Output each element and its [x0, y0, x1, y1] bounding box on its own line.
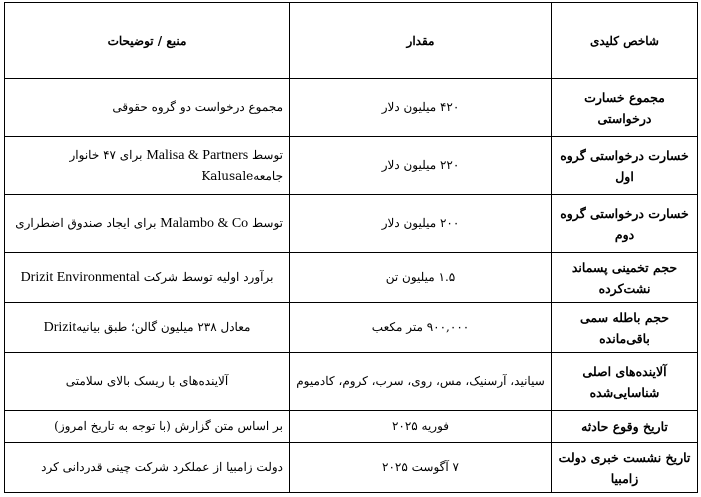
table-row	[5, 353, 698, 411]
table-row	[5, 137, 698, 195]
row-value: ۴۲۰ میلیون دلار	[290, 79, 552, 137]
row-key: خسارت درخواستی گروه دوم	[552, 195, 698, 253]
row-key: تاریخ نشست خبری دولت زامبیا	[552, 443, 698, 493]
table-header-row	[5, 3, 698, 79]
source-company: Drizit Environmental	[20, 270, 140, 285]
source-suffix: برای ۴۷ خانوار جامعهKalusale	[69, 147, 283, 183]
header-key: شاخص کلیدی	[552, 3, 698, 79]
row-key: تاریخ وقوع حادثه	[552, 411, 698, 443]
row-value: ۲۲۰ میلیون دلار	[290, 137, 552, 195]
source-prefix: برآورد اولیه توسط شرکت	[143, 270, 274, 284]
row-source: بر اساس متن گزارش (با توجه به تاریخ امروز)	[5, 411, 290, 443]
source-prefix: توسط	[252, 147, 283, 162]
row-key: حجم باطله سمی باقی‌مانده	[552, 303, 698, 353]
header-value: مقدار	[290, 3, 552, 79]
row-source: دولت زامبیا از عملکرد شرکت چینی قدردانی کرد	[5, 443, 290, 493]
row-value: سیانید، آرسنیک، مس، روی، سرب، کروم، کادمیوم	[290, 353, 552, 411]
row-source	[5, 303, 290, 353]
table-row	[5, 195, 698, 253]
row-value: فوریه ۲۰۲۵	[290, 411, 552, 443]
source-prefix: توسط	[252, 216, 283, 230]
row-source: مجموع درخواست دو گروه حقوقی	[5, 79, 290, 137]
kpi-table	[4, 2, 698, 493]
source-company: Malisa & Partners	[146, 147, 249, 163]
table-row	[5, 253, 698, 303]
header-source: منبع / توضیحات	[5, 3, 290, 79]
row-value: ۹۰۰,۰۰۰ متر مکعب	[290, 303, 552, 353]
row-key: حجم تخمینی پسماند نشت‌کرده	[552, 253, 698, 303]
row-key: مجموع خسارت درخواستی	[552, 79, 698, 137]
row-source	[5, 195, 290, 253]
table-row	[5, 303, 698, 353]
row-source	[5, 137, 290, 195]
row-source	[5, 253, 290, 303]
row-key: آلاینده‌های اصلی شناسایی‌شده	[552, 353, 698, 411]
table-row	[5, 443, 698, 493]
row-value: ۲۰۰ میلیون دلار	[290, 195, 552, 253]
source-suffix: برای ایجاد صندوق اضطراری	[15, 216, 157, 230]
table-row	[5, 411, 698, 443]
source-company: Drizit	[43, 320, 77, 335]
source-company: Malambo & Co	[160, 216, 249, 231]
row-value: ۱.۵ میلیون تن	[290, 253, 552, 303]
row-value: ۷ آگوست ۲۰۲۵	[290, 443, 552, 493]
table-row	[5, 79, 698, 137]
row-key: خسارت درخواستی گروه اول	[552, 137, 698, 195]
source-prefix: معادل ۲۳۸ میلیون گالن؛ طبق بیانیه	[76, 320, 251, 334]
row-source: آلاینده‌های با ریسک بالای سلامتی	[5, 353, 290, 411]
